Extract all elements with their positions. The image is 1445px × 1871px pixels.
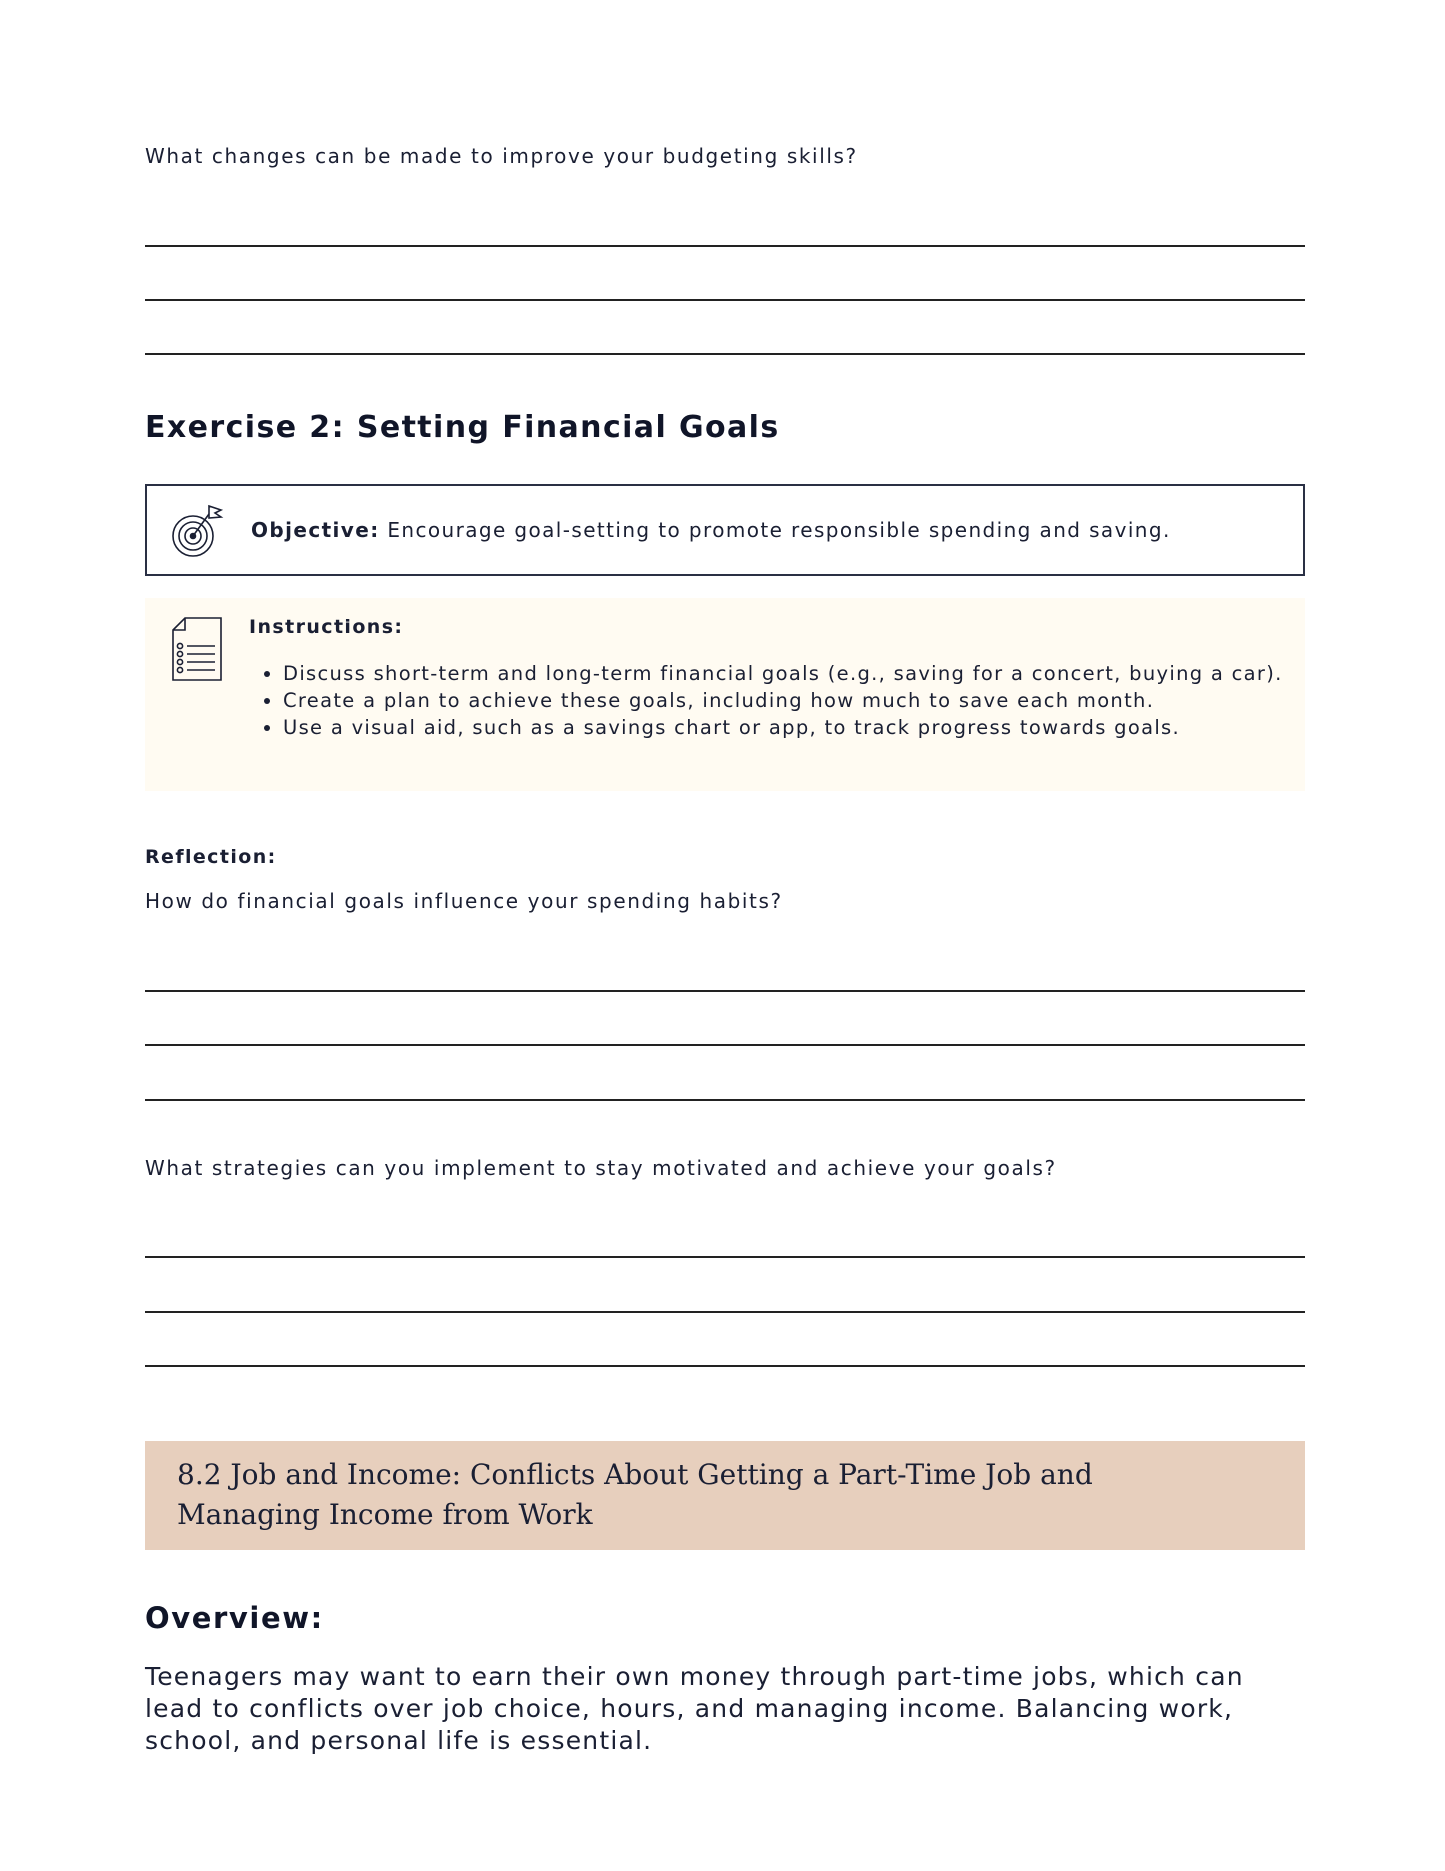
answer-line[interactable] bbox=[145, 1099, 1305, 1101]
section-banner bbox=[145, 1441, 1305, 1550]
objective-description: Encourage goal-setting to promote responsible spending and saving. bbox=[379, 518, 1171, 542]
instructions-box bbox=[145, 598, 1305, 791]
objective-box bbox=[145, 484, 1305, 576]
answer-line[interactable] bbox=[145, 353, 1305, 355]
overview-title: Overview: bbox=[145, 1601, 324, 1635]
instruction-item: • Discuss short-term and long-term financial goals (e.g., saving for a concert, buying a car). bbox=[283, 660, 1303, 687]
objective-text bbox=[251, 518, 1171, 542]
answer-line[interactable] bbox=[145, 1365, 1305, 1367]
checklist-icon bbox=[171, 616, 223, 682]
objective-label: Objective: bbox=[251, 518, 380, 542]
answer-line[interactable] bbox=[145, 245, 1305, 247]
target-icon bbox=[171, 504, 225, 560]
question-budgeting: What changes can be made to improve your budgeting skills? bbox=[145, 144, 858, 168]
answer-line[interactable] bbox=[145, 1311, 1305, 1313]
instruction-item: • Use a visual aid, such as a savings chart or app, to track progress towards goals. bbox=[283, 714, 1303, 741]
question-strategies: What strategies can you implement to stay motivated and achieve your goals? bbox=[145, 1156, 1057, 1180]
answer-line[interactable] bbox=[145, 1256, 1305, 1258]
exercise-title: Exercise 2: Setting Financial Goals bbox=[145, 410, 780, 445]
instructions-list bbox=[249, 660, 1303, 741]
answer-line[interactable] bbox=[145, 990, 1305, 992]
section-title: 8.2 Job and Income: Conflicts About Getting a Part-Time Job and Managing Income from Work bbox=[177, 1458, 1093, 1531]
answer-line[interactable] bbox=[145, 299, 1305, 301]
answer-line[interactable] bbox=[145, 1044, 1305, 1046]
instructions-title: Instructions: bbox=[249, 616, 404, 638]
instruction-item: • Create a plan to achieve these goals, including how much to save each month. bbox=[283, 687, 1303, 714]
reflection-label: Reflection: bbox=[145, 846, 277, 868]
overview-text: Teenagers may want to earn their own money through part-time jobs, which can lead to conflicts over job choice, hours, and managing income. Balancing work, school, and personal life is essential. bbox=[145, 1662, 1244, 1755]
question-goals-influence: How do financial goals influence your spending habits? bbox=[145, 889, 783, 913]
